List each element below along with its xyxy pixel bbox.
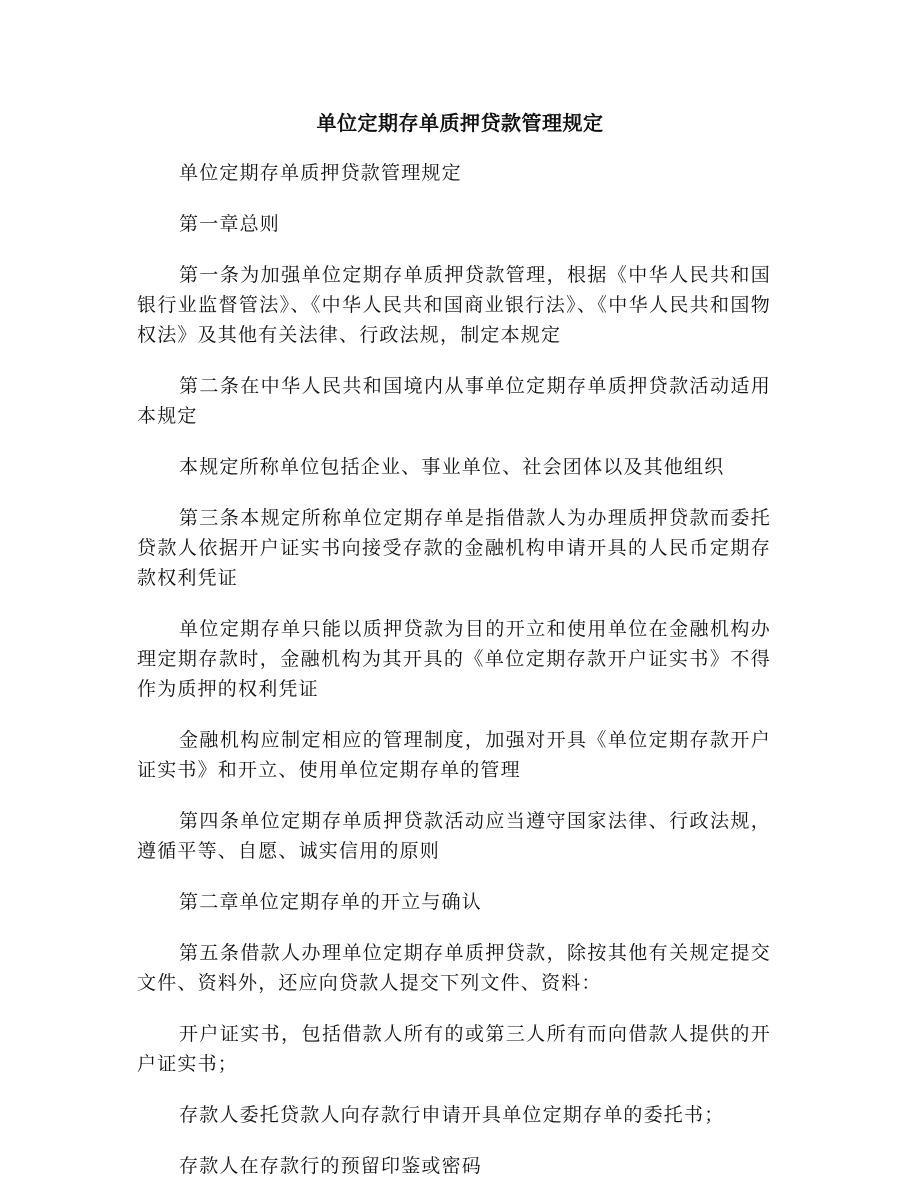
chapter-heading: 第二章单位定期存单的开立与确认 xyxy=(179,891,483,913)
paragraph: 存款人委托贷款人向存款行申请开具单位定期存单的委托书； xyxy=(179,1104,725,1126)
paragraph: 第一条为加强单位定期存单质押贷款管理，根据《中华人民共和国银行业监督管法》、《中华人民共和国商业银行法》、《中华人民共和国物权法》及其他有关法律、行政法规，制定本规定 xyxy=(137,264,771,346)
paragraph: 单位定期存单只能以质押贷款为目的开立和使用单位在金融机构办理定期存款时，金融机构为其开具的《单位定期存款开户证实书》不得作为质押的权利凭证 xyxy=(137,618,771,700)
document-body xyxy=(137,158,771,1202)
paragraph: 第五条借款人办理单位定期存单质押贷款，除按其他有关规定提交文件、资料外，还应向贷款人提交下列文件、资料： xyxy=(137,942,771,994)
paragraph: 开户证实书，包括借款人所有的或第三人所有而向借款人提供的开户证实书； xyxy=(137,1023,771,1075)
document-title: 单位定期存单质押贷款管理规定 xyxy=(316,111,604,135)
paragraph: 第二条在中华人民共和国境内从事单位定期存单质押贷款活动适用本规定 xyxy=(137,375,771,427)
paragraph: 存款人在存款行的预留印鉴或密码 xyxy=(179,1155,483,1177)
paragraph: 本规定所称单位包括企业、事业单位、社会团体以及其他组织 xyxy=(179,456,725,478)
paragraph: 第三条本规定所称单位定期存单是指借款人为办理质押贷款而委托贷款人依据开户证实书向接受存款的金融机构申请开具的人民币定期存款权利凭证 xyxy=(137,507,771,589)
paragraph: 金融机构应制定相应的管理制度，加强对开具《单位定期存款开户证实书》和开立、使用单位定期存单的管理 xyxy=(137,729,771,781)
chapter-heading: 第一章总则 xyxy=(179,213,281,235)
paragraph: 第四条单位定期存单质押贷款活动应当遵守国家法律、行政法规，遵循平等、自愿、诚实信用的原则 xyxy=(137,810,771,862)
paragraph: 单位定期存单质押贷款管理规定 xyxy=(179,162,462,184)
